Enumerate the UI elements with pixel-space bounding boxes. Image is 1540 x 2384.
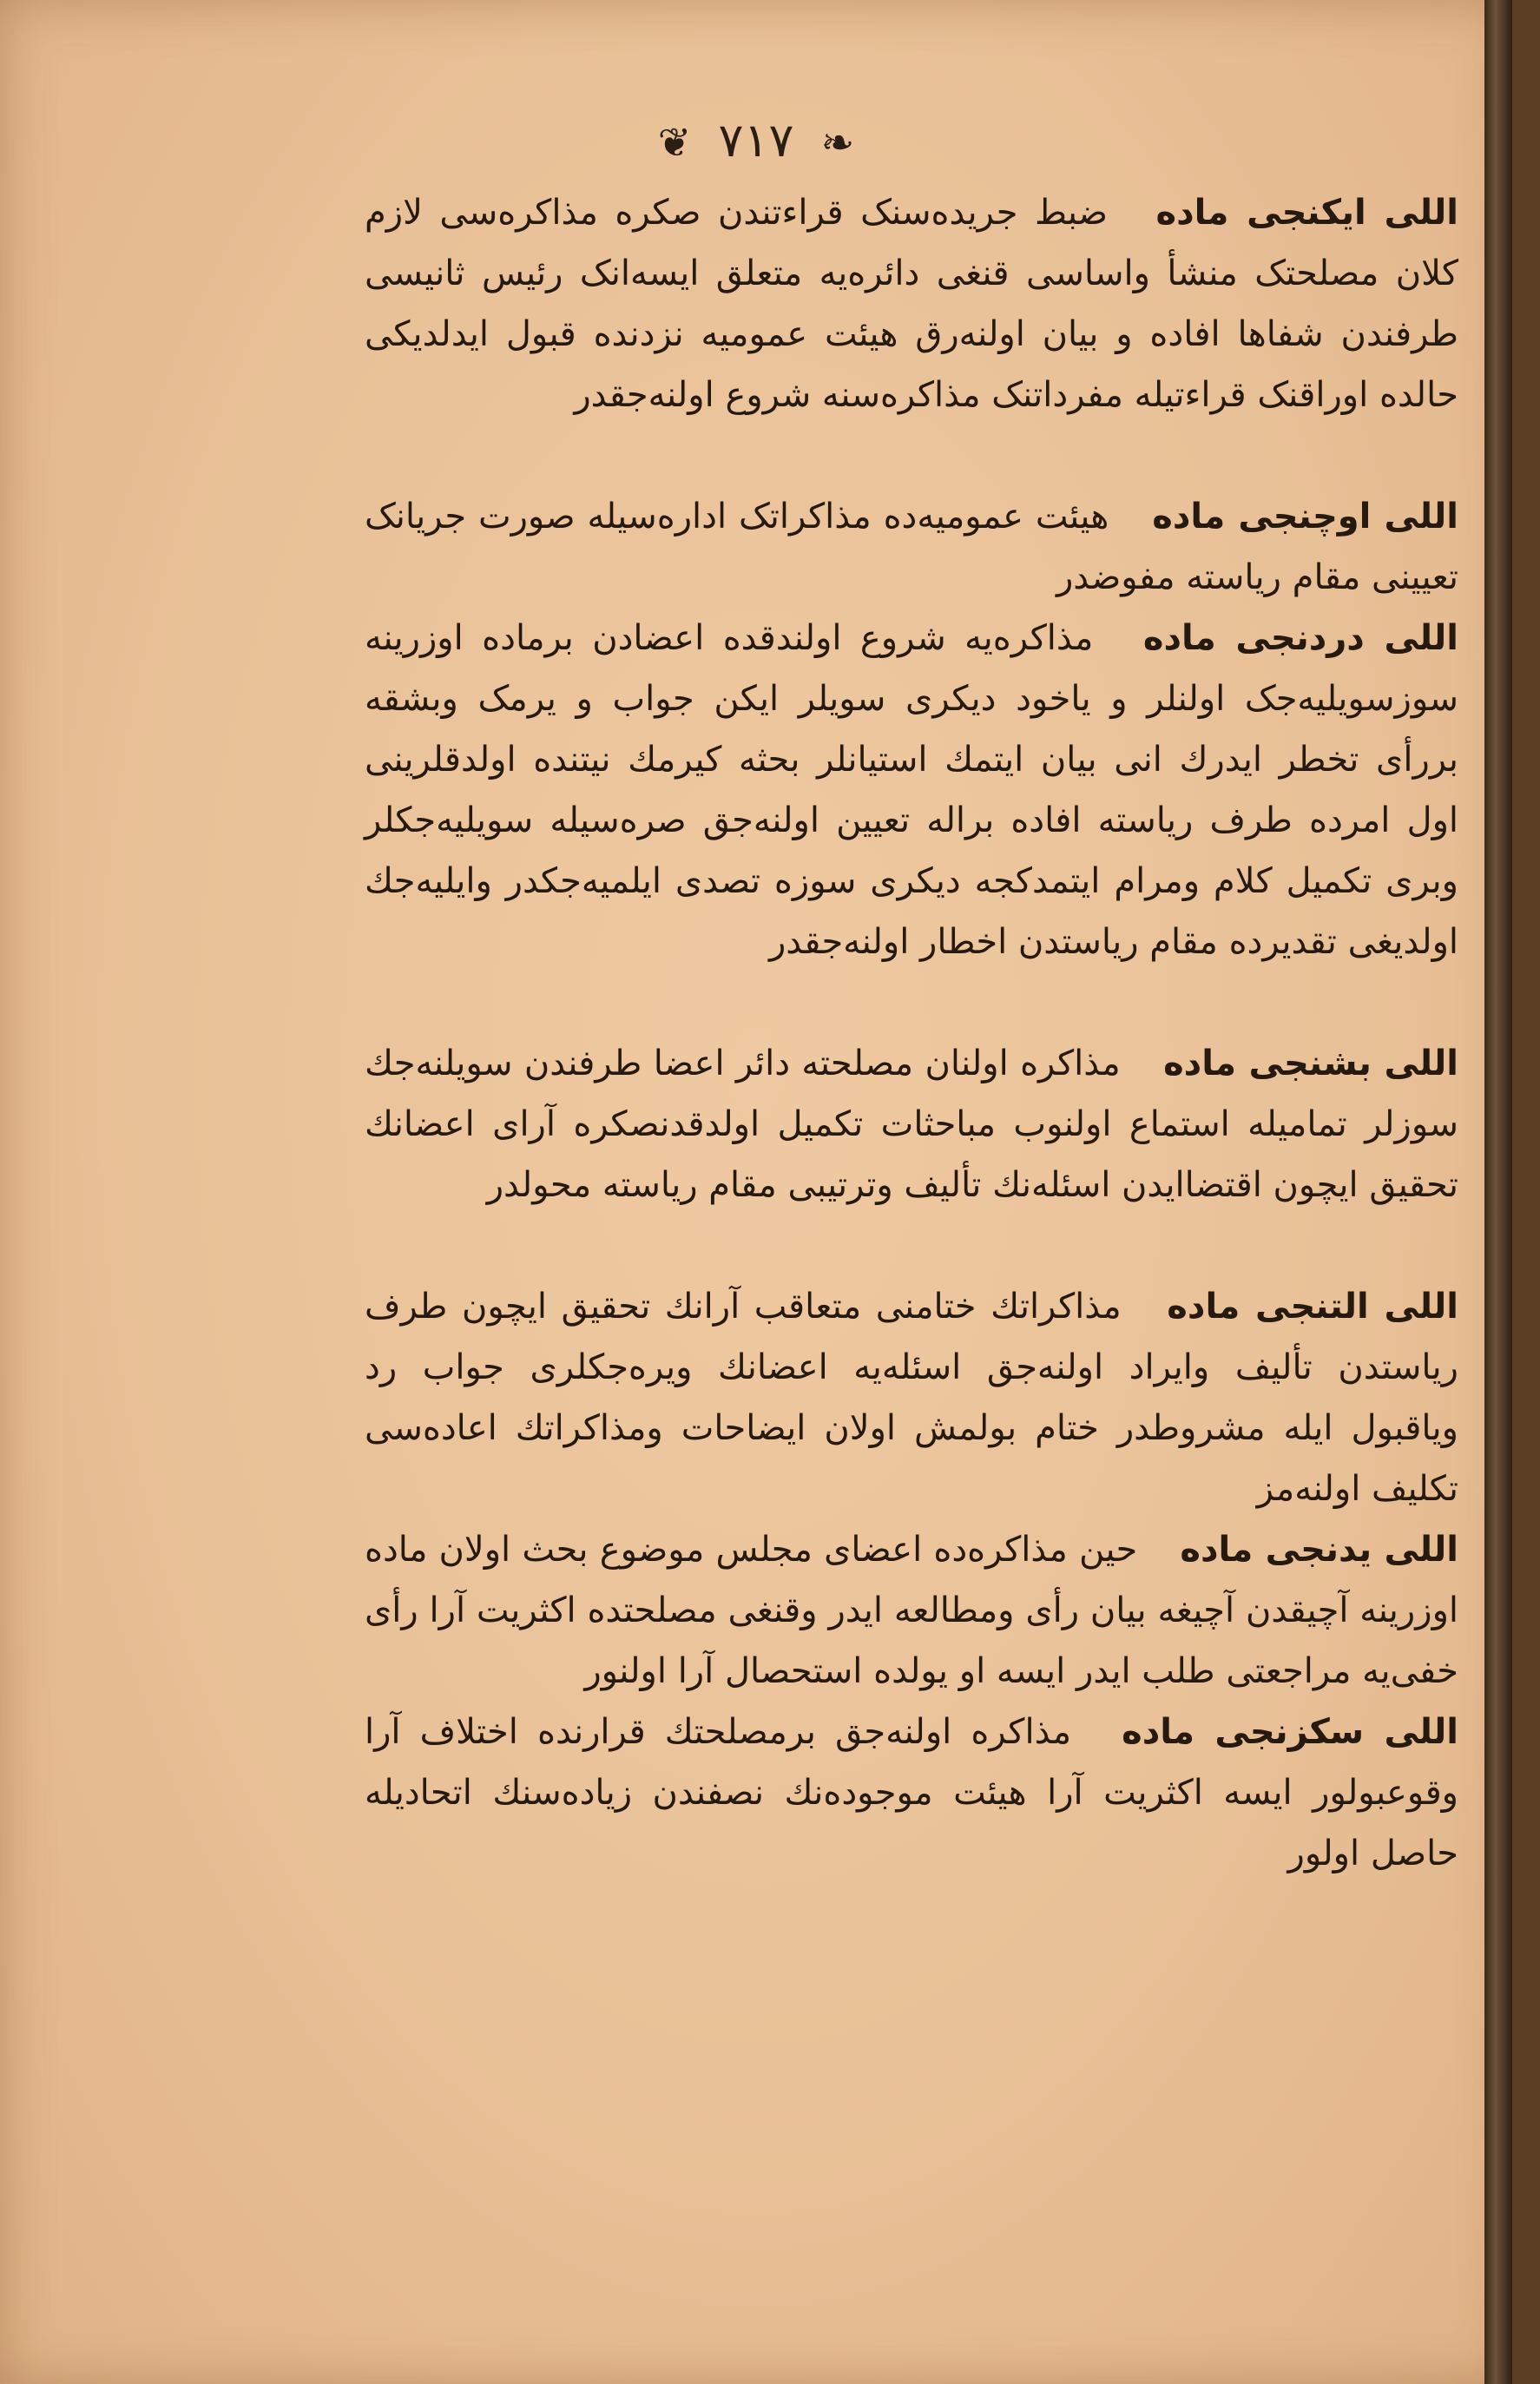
article-text: مذاکراتك ختامنی متعاقب آرانك تحقیق ایچون طرف ریاستدن تألیف وایراد اولنه‌جق اسئله‌یه اعضانك ویره‌جکلری جواب رد ویاقبول ایله مشروطدر ختام بولمش اولان ایضاحات ومذاکراتك اعاده‌سی تکلیف اولنه‌مز [365, 1287, 1458, 1509]
article-text: مذاکره اولنه‌جق برمصلحتك قرارنده اختلاف آرا وقوعبولور ایسه اکثریت آرا هیئت موجوده‌نك نصفندن زیاده‌سنك اتحادیله حاصل اولور [365, 1712, 1458, 1874]
main-text [365, 182, 1458, 1884]
article-57 [365, 1519, 1458, 1702]
page-number: ٧١٧ [718, 113, 794, 168]
article-56 [365, 1276, 1458, 1519]
article-55 [365, 1033, 1458, 1215]
article-title: اللی دردنجی ماده [1142, 618, 1459, 658]
page-number-header [0, 113, 1512, 168]
article-52 [365, 182, 1458, 425]
article-title: اللی التنجی ماده [1167, 1287, 1458, 1327]
article-54 [365, 608, 1458, 972]
article-title: اللی یدنجی ماده [1180, 1530, 1459, 1570]
article-text: مذاکره اولنان مصلحته دائر اعضا طرفندن سویلنه‌جك سوزلر تمامیله استماع اولنوب مباحثات تکمیل اولدقدنصکره آرای اعضانك تحقیق ایچون اقتضاایدن اسئله‌نك تألیف وترتیبی مقام ریاسته محولدر [365, 1044, 1458, 1205]
article-text: هیئت عمومیه‌ده مذاکراتک اداره‌سیله صورت جریانک تعیینی مقام ریاسته مفوضدر [365, 497, 1458, 597]
article-title: اللی بشنجی ماده [1163, 1044, 1459, 1083]
article-58 [365, 1702, 1458, 1884]
article-text: ضبط جریده‌سنک قراءتندن صکره مذاکره‌سی لازم کلان مصلحتک منشأ واساسی قنغی دائره‌یه متعلق ایسه‌انک رئیس ثانیسی طرفندن شفاها افاده و بیان اولنه‌رق هیئت عمومیه نزدنده قبول ایدلدیکی حالده اوراقنک قراءتیله مفرداتنک مذاکره‌سنه شروع اولنه‌جقدر [365, 193, 1458, 415]
article-title: اللی ایکنجی ماده [1155, 193, 1458, 233]
article-53 [365, 486, 1458, 608]
page-edge [1484, 0, 1512, 2384]
ornament-left-icon: ❦ [657, 119, 692, 166]
article-title: اللی سکزنجی ماده [1122, 1712, 1458, 1752]
ornament-right-icon: ❧ [820, 119, 855, 166]
article-text: مذاکره‌یه شروع اولندقده اعضادن برماده اوزرینه سوزسویلیه‌جک اولنلر و یاخود دیکری سویلر ایکن جواب و یرمک وبشقه بررأی تخطر ایدرك انی بیان ایتمك استیانلر بحثه کیرمك نیتنده اولدقلرینی اول امرده طرف ریاسته افاده براله تعیین اولنه‌جق صره‌سیله سویلیه‌جکلر وبری تکمیل کلام ومرام ایتمدکجه دیکری سوزه تصدی ایلمیه‌جکدر وایلیه‌جك اولدیغی تقدیرده مقام ریاستدن اخطار اولنه‌جقدر [365, 618, 1458, 962]
article-title: اللی اوچنجی ماده [1152, 497, 1458, 537]
article-text: حین مذاکره‌ده اعضای مجلس موضوع بحث اولان ماده اوزرینه آچیقدن آچیغه بیان رأی ومطالعه ایدر وقنغی مصلحتده اکثریت آرا رأی خفی‌یه مراجعتی طلب ایدر ایسه او یولده استحصال آرا اولنور [365, 1530, 1458, 1691]
